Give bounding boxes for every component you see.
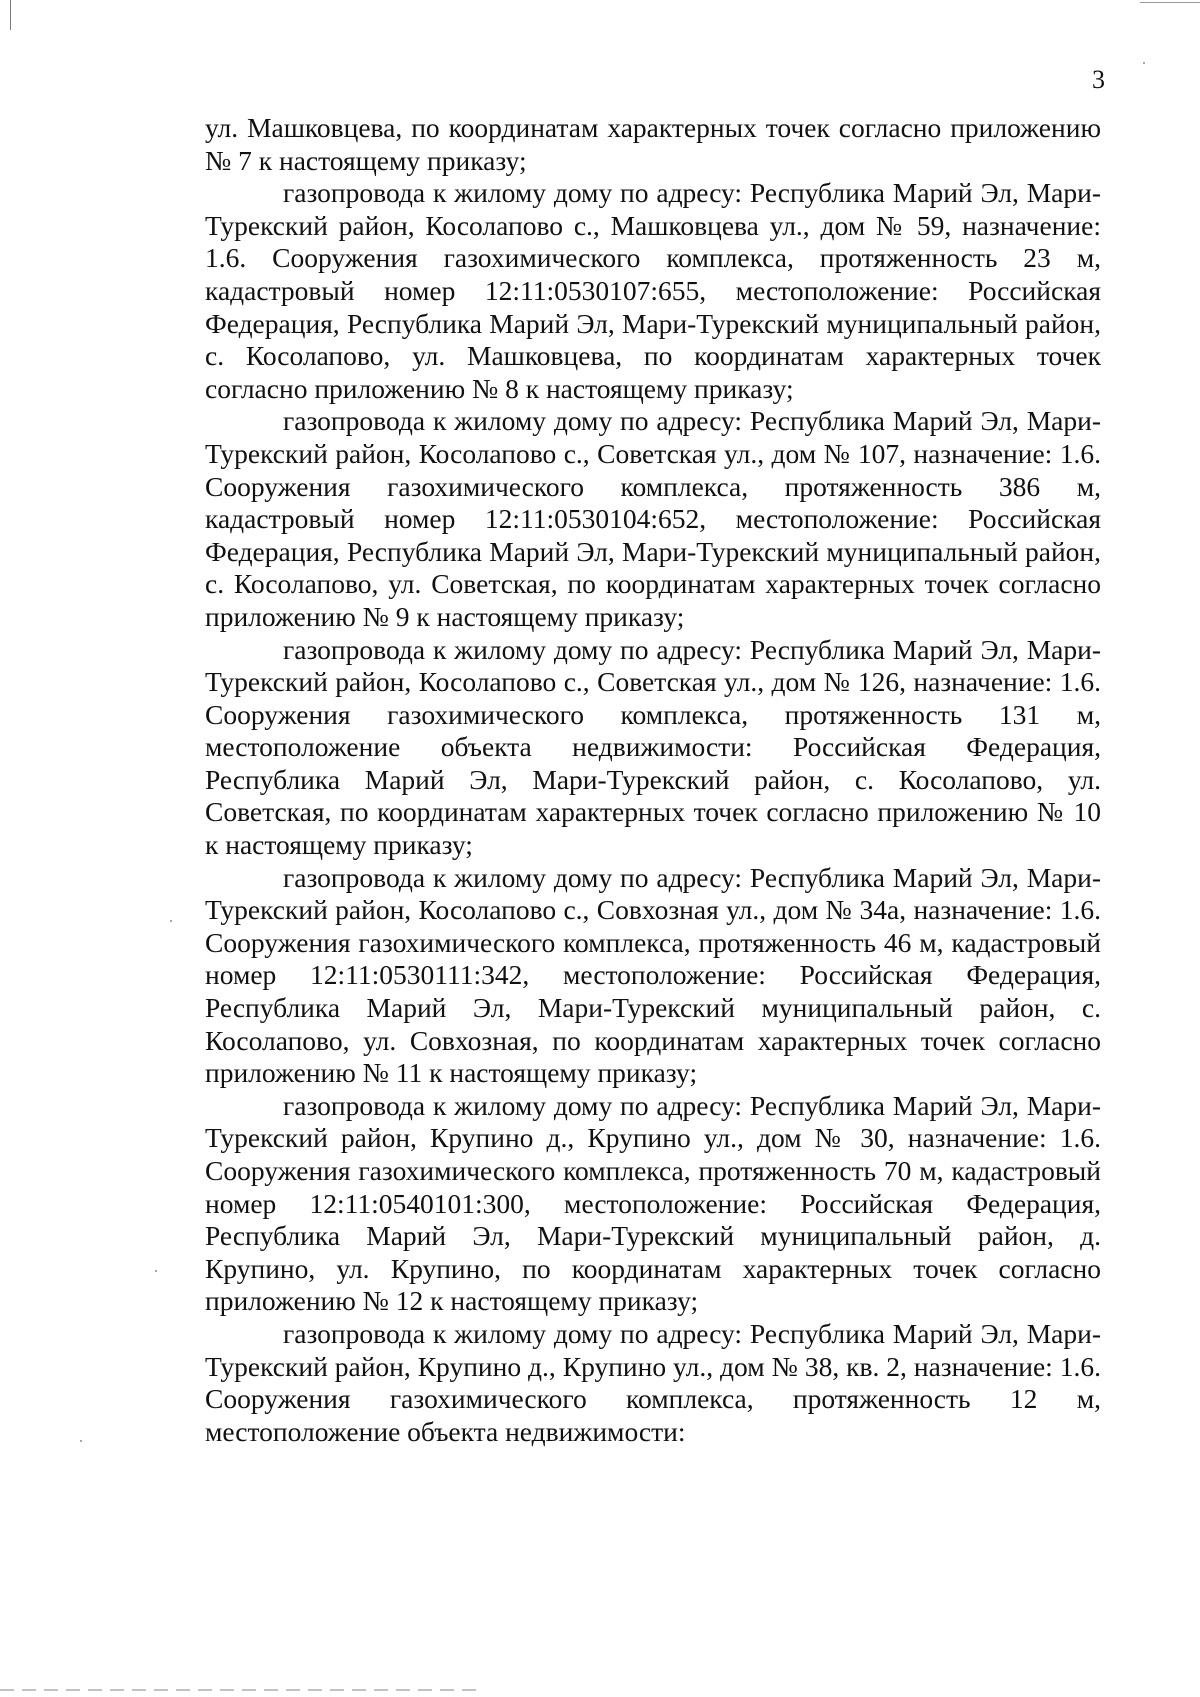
scan-bottom-edge	[0, 1689, 480, 1691]
paragraph: газопровода к жилому дому по адресу: Республика Марий Эл, Мари-Турекский район, Косолапово с., Машковцева ул., дом № 59, назначение: 1.6. Сооружения газохимического комплекса, протяженность 23 м, кадастровый номер 12:11:0530107:655, местоположение: Российская Федерация, Республика Марий Эл, Мари-Турекский муниципальный район, с. Косолапово, ул. Машковцева, по координатам характерных точек согласно приложению № 8 к настоящему приказу;	[205, 177, 1101, 404]
paragraph: газопровода к жилому дому по адресу: Республика Марий Эл, Мари-Турекский район, Косолапово с., Советская ул., дом № 126, назначение: 1.6. Сооружения газохимического комплекса, протяженность 131 м, местоположение объекта недвижимости: Российская Федерация, Республика Марий Эл, Мари-Турекский район, с. Косолапово, ул. Советская, по координатам характерных точек согласно приложению № 10 к настоящему приказу;	[205, 633, 1101, 861]
paragraph: газопровода к жилому дому по адресу: Республика Марий Эл, Мари-Турекский район, Косолапово с., Советская ул., дом № 107, назначение: 1.6. Сооружения газохимического комплекса, протяженность 386 м, кадастровый номер 12:11:0530104:652, местоположение: Российская Федерация, Республика Марий Эл, Мари-Турекский муниципальный район, с. Косолапово, ул. Советская, по координатам характерных точек согласно приложению № 9 к настоящему приказу;	[205, 405, 1101, 632]
paragraph: ул. Машковцева, по координатам характерных точек согласно приложению № 7 к настоящему приказу;	[205, 112, 1101, 176]
scan-speck	[155, 1270, 157, 1272]
page-number: 3	[1092, 65, 1105, 94]
scan-speck	[80, 1440, 82, 1442]
scan-speck	[1143, 62, 1145, 64]
paragraph: газопровода к жилому дому по адресу: Республика Марий Эл, Мари-Турекский район, Косолапово с., Совхозная ул., дом № 34а, назначение: 1.6. Сооружения газохимического комплекса, протяженность 46 м, кадастровый номер 12:11:0530111:342, местоположение: Российская Федерация, Республика Марий Эл, Мари-Турекский муниципальный район, с. Косолапово, ул. Совхозная, по координатам характерных точек согласно приложению № 11 к настоящему приказу;	[205, 861, 1101, 1089]
document-body	[205, 112, 1101, 1448]
paragraph: газопровода к жилому дому по адресу: Республика Марий Эл, Мари-Турекский район, Крупино д., Крупино ул., дом № 38, кв. 2, назначение: 1.6. Сооружения газохимического комплекса, протяженность 12 м, местоположение объекта недвижимости:	[205, 1317, 1101, 1447]
paragraph: газопровода к жилому дому по адресу: Республика Марий Эл, Мари-Турекский район, Крупино д., Крупино ул., дом № 30, назначение: 1.6. Сооружения газохимического комплекса, протяженность 70 м, кадастровый номер 12:11:0540101:300, местоположение: Российская Федерация, Республика Марий Эл, Мари-Турекский муниципальный район, д. Крупино, ул. Крупино, по координатам характерных точек согласно приложению № 12 к настоящему приказу;	[205, 1089, 1101, 1317]
scan-edge-line	[1140, 2, 1200, 3]
scan-speck	[170, 920, 172, 922]
scan-edge-mark	[10, 0, 11, 30]
